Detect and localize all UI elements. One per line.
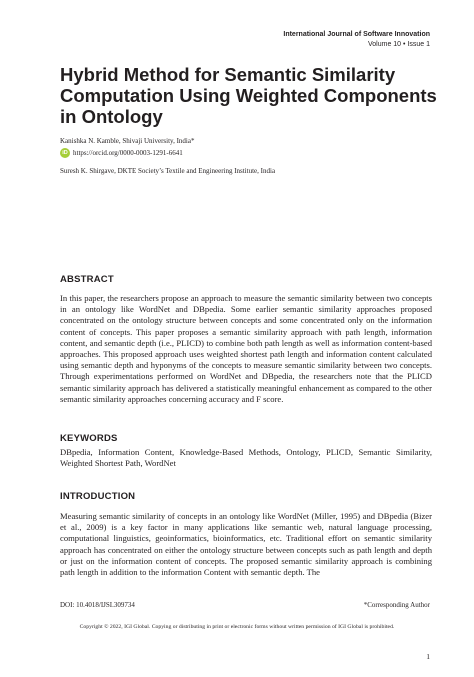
- page-number: 1: [426, 652, 430, 661]
- corresponding-author-note: *Corresponding Author: [363, 601, 430, 609]
- author-1: Kanishka N. Kamble, Shivaji University, India*: [60, 137, 195, 145]
- copyright-notice: Copyright © 2022, IGI Global. Copying or distributing in print or electronic forms without written permission of IGI Global is prohibited.: [79, 624, 395, 630]
- journal-header: [283, 30, 430, 50]
- introduction-heading: INTRODUCTION: [60, 491, 136, 502]
- paper-title: Hybrid Method for Semantic Similarity Computation Using Weighted Components in Ontology: [60, 64, 437, 127]
- orcid-row: [60, 148, 183, 158]
- orcid-link[interactable]: https://orcid.org/0000-0003-1291-6641: [73, 149, 183, 157]
- introduction-text: Measuring semantic similarity of concepts in an ontology like WordNet (Miller, 1995) and DBpedia (Bizer et al., 2009) is a key factor in many applications like semantic web, natural language processing, computational linguistics, geoinformatics, bioinformatics, etc. Traditional effort on semantic similarity approach has concentrated on either the ontology structure between concepts such as path length and depth or just on the information content of concepts. The proposed semantic similarity approach is combining path length in addition to the information Content with semantic depth. The: [60, 511, 432, 578]
- keywords-heading: KEYWORDS: [60, 433, 118, 444]
- abstract-heading: ABSTRACT: [60, 274, 114, 285]
- abstract-text: In this paper, the researchers propose an approach to measure the semantic similarity between two concepts in an ontology like WordNet and DBpedia. Some earlier semantic similarity approaches proposed concentrated on the ontology structure between concepts and some concentrated only on the information content of concepts. This paper proposes a semantic similarity approach with path length, information content, and semantic depth (i.e., PLICD) to combine both path length as well as information content-based approaches. This proposed approach uses weighted shortest path length and information content calculated using semantic depth and hyponyms of the concepts to measure semantic similarity between two concepts. Through experimentations performed on WordNet and DBpedia, the researchers note that the PLICD semantic similarity approach has delivered a statistically meaningful enhancement as compared to the other semantic similarity approaches concerning accuracy and F score.: [60, 293, 432, 404]
- doi: DOI: 10.4018/IJSI.309734: [60, 601, 135, 609]
- orcid-icon: iD: [60, 148, 70, 158]
- volume-issue: Volume 10 • Issue 1: [368, 41, 430, 48]
- keywords-text: DBpedia, Information Content, Knowledge-Based Methods, Ontology, PLICD, Semantic Similarity, Weighted Shortest Path, WordNet: [60, 447, 432, 469]
- journal-name: International Journal of Software Innovation: [283, 31, 430, 38]
- author-2: Suresh K. Shirgave, DKTE Society’s Textile and Engineering Institute, India: [60, 167, 276, 175]
